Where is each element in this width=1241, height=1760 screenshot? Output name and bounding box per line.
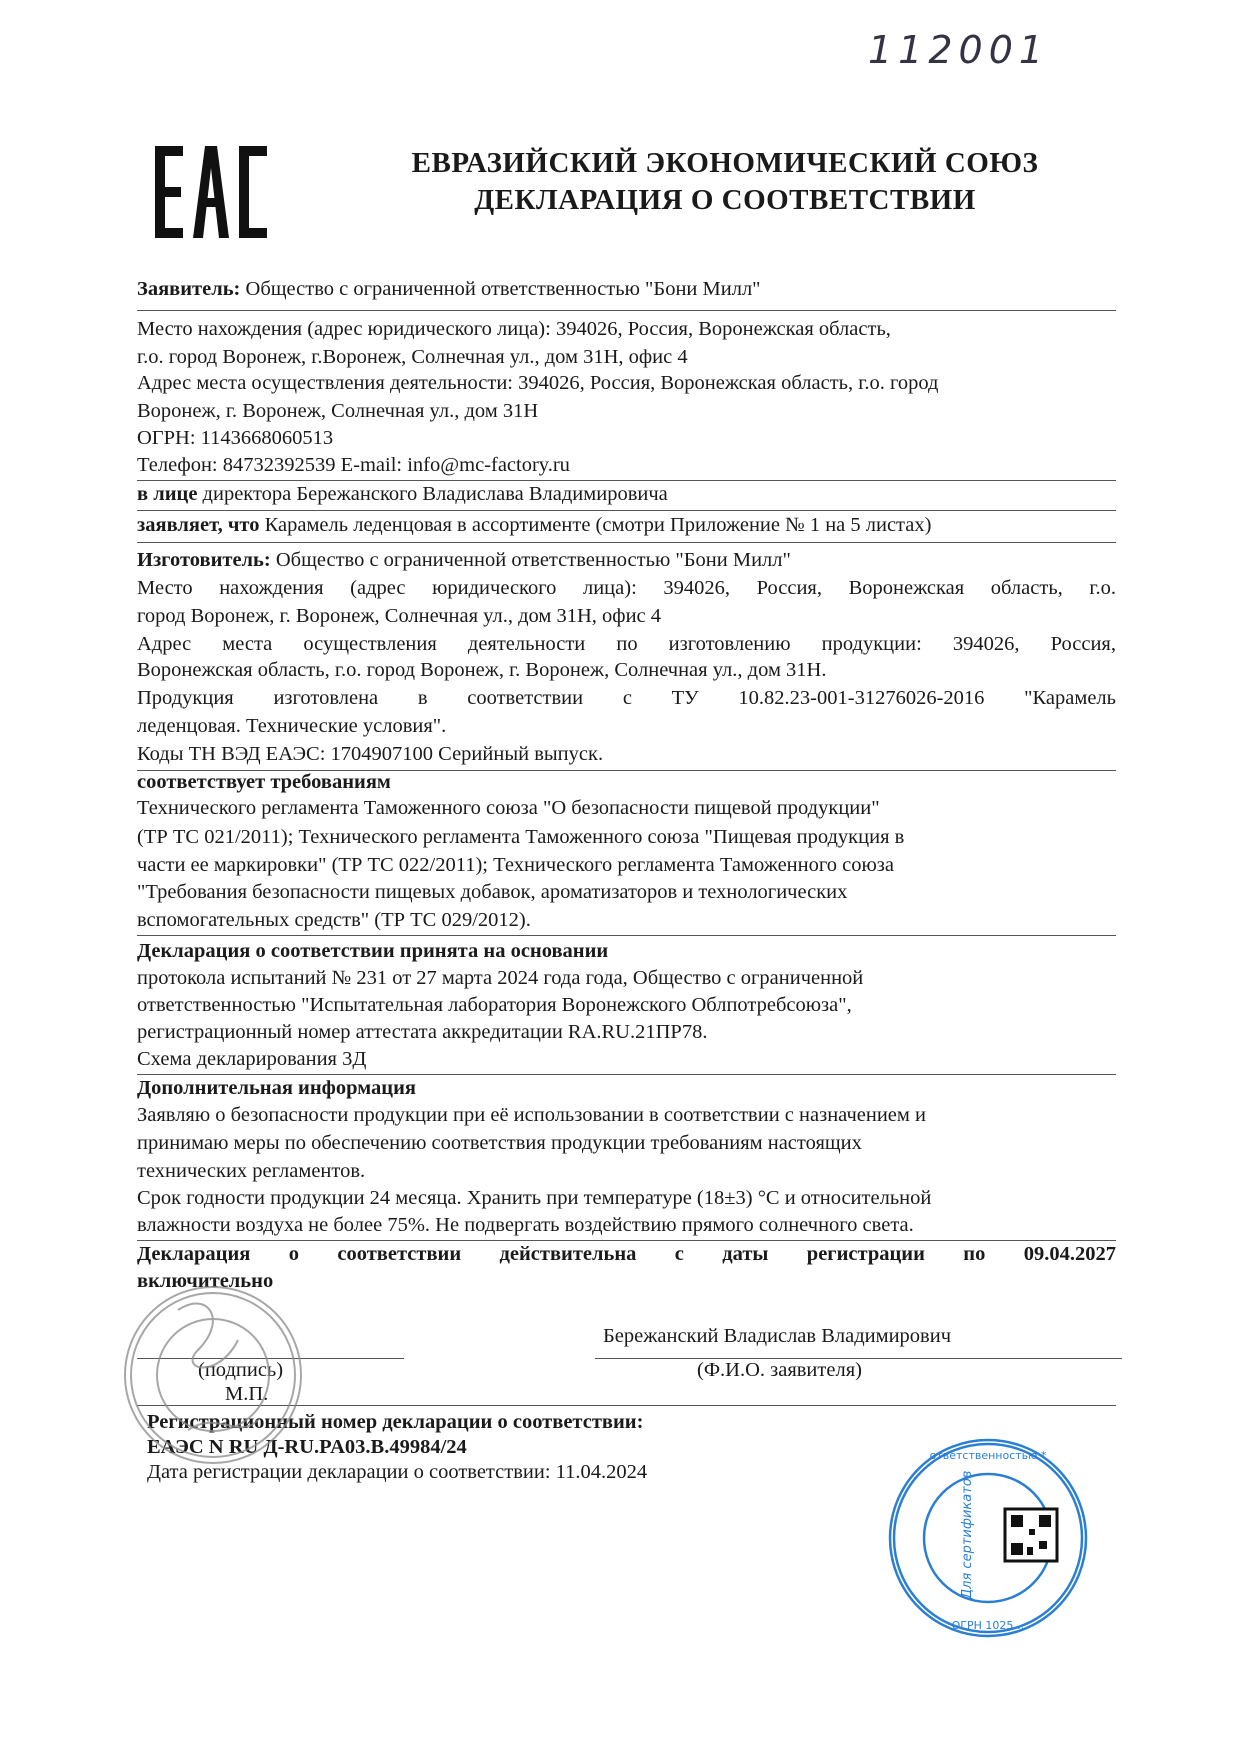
section-divider [137, 1240, 1116, 1241]
manufacturer-line: Воронежская область, г.о. город Воронеж, г. Воронеж, Солнечная ул., дом 31Н. [137, 659, 827, 681]
manufacturer-line: Коды ТН ВЭД ЕАЭС: 1704907100 Серийный выпуск. [137, 743, 604, 765]
validity-line1: Декларация о соответствии действительна с даты регистрации по 09.04.2027 [137, 1243, 1116, 1265]
manufacturer-line: город Воронеж, г. Воронеж, Солнечная ул., дом 31Н, офис 4 [137, 605, 662, 627]
section-divider [137, 310, 1116, 311]
company-seal [118, 1280, 308, 1470]
conforms-line: части ее маркировки" (ТР ТС 022/2011); Технического регламента Таможенного союза [137, 854, 895, 876]
applicant-label: Заявитель: [137, 278, 241, 300]
additional-line: Срок годности продукции 24 месяца. Хранить при температуре (18±3) °С и относительной [137, 1187, 932, 1209]
applicant-name: Общество с ограниченной ответственностью "Бони Милл" [245, 278, 761, 300]
validity-line2: включительно [137, 1270, 274, 1292]
applicant-line: Воронеж, г. Воронеж, Солнечная ул., дом 31Н [137, 400, 539, 422]
registration-number: ЕАЭС N RU Д-RU.PA03.B.49984/24 [147, 1436, 467, 1458]
signature-caption: (подпись) [198, 1359, 284, 1381]
represented-text: директора Бережанского Владислава Владимировича [202, 483, 668, 505]
represented-label: в лице [137, 483, 198, 505]
applicant-line: Адрес места осуществления деятельности: 394026, Россия, Воронежская область, г.о. город [137, 372, 939, 394]
labeled-line [137, 513, 931, 537]
svg-text:ответственностью *: ответственностью * [929, 1449, 1047, 1462]
manufacturer-line: Адрес места осуществления деятельности по изготовлению продукции: 394026, Россия, [137, 633, 1116, 655]
signer-name: Бережанский Владислав Владимирович [603, 1325, 952, 1347]
basis-line: ответственностью "Испытательная лаборатория Воронежского Облпотребсоюза", [137, 994, 852, 1016]
labeled-line [137, 277, 761, 301]
svg-text:Для сертификатов: Для сертификатов [960, 1470, 975, 1599]
union-title: ЕВРАЗИЙСКИЙ ЭКОНОМИЧЕСКИЙ СОЮЗ [411, 147, 1039, 179]
manufacturer-line: Место нахождения (адрес юридического лица): 394026, Россия, Воронежская область, г.о. [137, 577, 1116, 599]
basis-line: протокола испытаний № 231 от 27 марта 2024 года года, Общество с ограниченной [137, 967, 864, 989]
manufacturer-label: Изготовитель: [137, 549, 271, 571]
seal-caption: М.П. [225, 1383, 269, 1405]
additional-line: влажности воздуха не более 75%. Не подвергать воздействию прямого солнечного света. [137, 1214, 914, 1236]
registration-heading: Регистрационный номер декларации о соответствии: [147, 1411, 644, 1433]
applicant-line: г.о. город Воронеж, г.Воронеж, Солнечная ул., дом 31Н, офис 4 [137, 346, 688, 368]
document-title: ДЕКЛАРАЦИЯ О СООТВЕТСТВИИ [474, 184, 976, 216]
applicant-line: Телефон: 84732392539 E-mail: info@mc-factory.ru [137, 454, 570, 476]
section-divider [137, 935, 1116, 936]
labeled-line [137, 548, 791, 572]
applicant-line: Место нахождения (адрес юридического лица): 394026, Россия, Воронежская область, [137, 318, 891, 340]
name-caption: (Ф.И.О. заявителя) [697, 1359, 862, 1381]
eac-logo [155, 146, 267, 238]
labeled-line [137, 482, 668, 506]
basis-line: Схема декларирования 3Д [137, 1048, 367, 1070]
applicant-line: ОГРН: 1143668060513 [137, 427, 334, 449]
additional-line: технических регламентов. [137, 1160, 366, 1182]
section-divider [137, 542, 1116, 543]
manufacturer-name: Общество с ограниченной ответственностью "Бони Милл" [275, 549, 791, 571]
product-description: Карамель леденцовая в ассортименте (смотри Приложение № 1 на 5 листах) [264, 514, 932, 536]
declares-label: заявляет, что [137, 514, 260, 536]
section-divider [137, 510, 1116, 511]
conforms-line: вспомогательных средств" (ТР ТС 029/2012). [137, 909, 531, 931]
additional-line: принимаю меры по обеспечению соответствия продукции требованиям настоящих [137, 1132, 862, 1154]
manufacturer-line: Продукция изготовлена в соответствии с ТУ 10.82.23-001-31276026-2016 "Карамель [137, 687, 1116, 709]
conforms-line: Технического регламента Таможенного союза "О безопасности пищевой продукции" [137, 797, 880, 819]
section-divider [137, 480, 1116, 481]
conforms-heading: соответствует требованиям [137, 771, 391, 793]
section-divider [137, 1074, 1116, 1075]
registration-date: Дата регистрации декларации о соответствии: 11.04.2024 [147, 1461, 648, 1483]
additional-line: Заявляю о безопасности продукции при её использовании в соответствии с назначением и [137, 1104, 926, 1126]
conforms-line: (ТР ТС 021/2011); Технического регламента Таможенного союза "Пищевая продукция в [137, 826, 905, 848]
basis-line: регистрационный номер аттестата аккредитации RA.RU.21ПР78. [137, 1021, 708, 1043]
svg-text:ОГРН 1025…: ОГРН 1025… [951, 1619, 1025, 1632]
blue-certification-stamp [887, 1437, 1089, 1639]
basis-heading: Декларация о соответствии принята на основании [137, 940, 609, 962]
additional-heading: Дополнительная информация [137, 1077, 416, 1099]
manufacturer-line: леденцовая. Технические условия". [137, 715, 447, 737]
conforms-line: "Требования безопасности пищевых добавок, ароматизаторов и технологических [137, 881, 848, 903]
handwritten-number: 112001 [868, 28, 1050, 72]
